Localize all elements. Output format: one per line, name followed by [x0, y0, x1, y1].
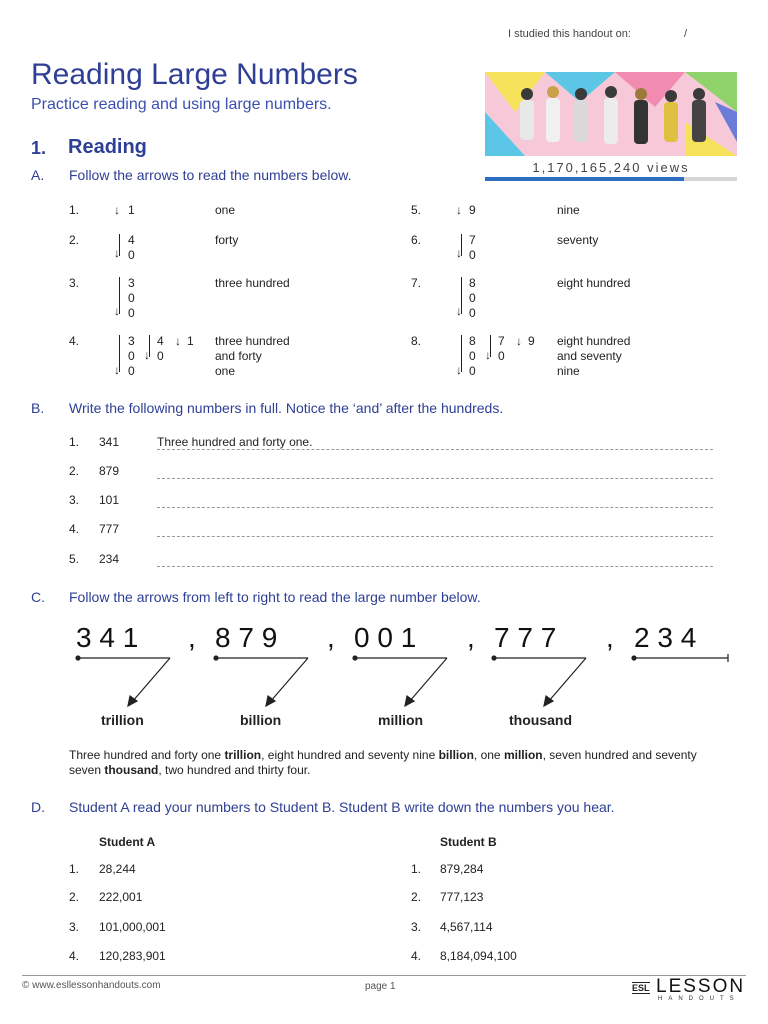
a-digits: 8 0 0	[469, 276, 476, 320]
section-title: Reading	[68, 136, 147, 158]
answer-line[interactable]	[157, 507, 713, 508]
student-b-heading: Student B	[440, 835, 497, 849]
down-arrow-icon: ↓	[175, 334, 181, 348]
d-item-value: 777,123	[440, 890, 484, 904]
part-d-instruction: Student A read your numbers to Student B. Student B write down the numbers you hear.	[69, 799, 615, 815]
d-item-value: 28,244	[99, 862, 136, 876]
line-dot	[214, 656, 218, 660]
a-words: three hundred	[215, 276, 290, 290]
down-arrow-icon: ↓	[456, 246, 462, 260]
line-dot	[492, 656, 496, 660]
d-item-number: 3.	[411, 920, 422, 934]
label-trillion: trillion	[101, 712, 144, 728]
a-digits: 7 0	[469, 233, 476, 262]
group-comma: ,	[327, 622, 335, 653]
esl-lesson-logo	[632, 976, 748, 1006]
down-arrow-icon: ↓	[114, 203, 120, 217]
down-arrow-icon: ↓	[144, 348, 150, 362]
down-arrow-icon: ↓	[114, 246, 120, 260]
b-answer-example: Three hundred and forty one.	[157, 435, 313, 449]
number-group-hundreds: 2 3 4	[634, 622, 697, 653]
label-million: million	[378, 712, 424, 728]
part-a-letter: A.	[31, 167, 45, 183]
down-arrow-icon: ↓	[114, 363, 120, 377]
a-words: forty	[215, 233, 239, 247]
line-dot	[76, 656, 80, 660]
a-item-number: 1.	[69, 203, 80, 217]
line-dot	[632, 656, 636, 660]
group-comma: ,	[606, 622, 614, 653]
a-item-number: 6.	[411, 233, 422, 247]
a-digits: 4 0	[128, 233, 135, 262]
b-item-number: 5.	[69, 552, 80, 566]
b-item-value: 777	[99, 522, 120, 536]
d-item-value: 222,001	[99, 890, 143, 904]
d-item-number: 2.	[411, 890, 422, 904]
d-item-number: 2.	[69, 890, 80, 904]
down-arrow-icon: ↓	[114, 304, 120, 318]
a-words: one	[215, 203, 236, 217]
footer-website[interactable]: © www.esllessonhandouts.com	[22, 980, 161, 991]
b-item-number: 1.	[69, 435, 80, 449]
arrow-shaft	[409, 658, 447, 702]
logo-esl-text: ESL	[632, 983, 650, 993]
d-item-number: 4.	[69, 949, 80, 963]
a-item-number: 4.	[69, 334, 80, 348]
down-arrow-icon: ↓	[516, 334, 522, 348]
place-value-arrows	[70, 650, 740, 710]
d-item-value: 101,000,001	[99, 920, 166, 934]
number-group-billion: 8 7 9	[215, 622, 278, 653]
arrow-shaft	[270, 658, 308, 702]
footer-page-number: page 1	[365, 981, 396, 992]
student-a-heading: Student A	[99, 835, 156, 849]
thumbnail-art	[485, 72, 737, 156]
down-arrow-icon: ↓	[456, 304, 462, 318]
d-item-number: 1.	[411, 862, 422, 876]
a-item-number: 2.	[69, 233, 80, 247]
a-digit-ones: 1	[187, 334, 194, 348]
study-date-label: I studied this handout on:	[508, 28, 631, 40]
part-a-instruction: Follow the arrows to read the numbers below.	[69, 167, 352, 183]
a-words: nine	[557, 203, 580, 217]
d-item-value: 879,284	[440, 862, 484, 876]
a-words: eight hundred	[557, 276, 631, 290]
b-item-value: 234	[99, 552, 120, 566]
b-item-number: 2.	[69, 464, 80, 478]
group-comma: ,	[467, 622, 475, 653]
number-sentence: Three hundred and forty one trillion, eight hundred and seventy nine billion, one million, seven hundred and seventy seven thousand, two hundred and thirty four.	[69, 748, 697, 777]
video-progress-bar	[485, 177, 737, 181]
b-item-value: 341	[99, 435, 120, 449]
part-d-letter: D.	[31, 799, 45, 815]
section-number: 1.	[31, 138, 47, 158]
a-digit-tens: 7 0	[498, 334, 505, 363]
group-comma: ,	[188, 622, 196, 653]
d-item-value: 8,184,094,100	[440, 949, 517, 963]
label-thousand: thousand	[509, 712, 572, 728]
d-item-value: 4,567,114	[440, 920, 493, 934]
label-billion: billion	[240, 712, 282, 728]
d-item-number: 3.	[69, 920, 80, 934]
d-item-value: 120,283,901	[99, 949, 166, 963]
view-count: 1,170,165,240 views	[532, 160, 690, 175]
d-item-number: 1.	[69, 862, 80, 876]
down-arrow-icon: ↓	[485, 348, 491, 362]
a-digits: 9	[469, 203, 476, 217]
arrow-shaft	[132, 658, 170, 702]
logo-handouts-text: HANDOUTS	[658, 996, 740, 1002]
b-item-number: 4.	[69, 522, 80, 536]
b-item-number: 3.	[69, 493, 80, 507]
video-progress-fill	[485, 177, 684, 181]
a-digit-tens: 4 0	[157, 334, 164, 363]
arrow-shaft	[548, 658, 586, 702]
a-words-multi: eight hundred and seventy nine	[557, 334, 631, 378]
number-group-million: 0 0 1	[354, 622, 417, 653]
video-thumbnail	[485, 72, 737, 156]
study-date-slash: /	[684, 28, 688, 40]
a-item-number: 7.	[411, 276, 422, 290]
part-b-letter: B.	[31, 400, 45, 416]
a-digit-ones: 9	[528, 334, 535, 348]
answer-line[interactable]	[157, 478, 713, 479]
page-subtitle: Practice reading and using large numbers.	[31, 96, 332, 113]
a-item-number: 5.	[411, 203, 422, 217]
number-group-trillion: 3 4 1	[76, 622, 139, 653]
part-c-letter: C.	[31, 589, 45, 605]
answer-line[interactable]	[157, 536, 713, 537]
a-digit-hundreds: 3 0 0	[128, 334, 135, 378]
down-arrow-icon: ↓	[456, 203, 462, 217]
down-arrow-icon: ↓	[456, 363, 462, 377]
a-item-number: 3.	[69, 276, 80, 290]
line-dot	[353, 656, 357, 660]
b-item-value: 101	[99, 493, 120, 507]
b-item-value: 879	[99, 464, 120, 478]
a-words-multi: three hundred and forty one	[215, 334, 290, 378]
a-words: seventy	[557, 233, 599, 247]
d-item-number: 4.	[411, 949, 422, 963]
a-digit: 1	[128, 203, 135, 217]
a-digits: 3 0 0	[128, 276, 135, 320]
a-item-number: 8.	[411, 334, 422, 348]
answer-line[interactable]	[157, 449, 713, 450]
number-group-thousand: 7 7 7	[494, 622, 557, 653]
answer-line[interactable]	[157, 566, 713, 567]
logo-lesson-text: LESSON	[656, 976, 746, 997]
part-c-instruction: Follow the arrows from left to right to read the large number below.	[69, 589, 481, 605]
a-digit-hundreds: 8 0 0	[469, 334, 476, 378]
page-title: Reading Large Numbers	[31, 58, 358, 91]
part-b-instruction: Write the following numbers in full. Notice the ‘and’ after the hundreds.	[69, 400, 504, 416]
